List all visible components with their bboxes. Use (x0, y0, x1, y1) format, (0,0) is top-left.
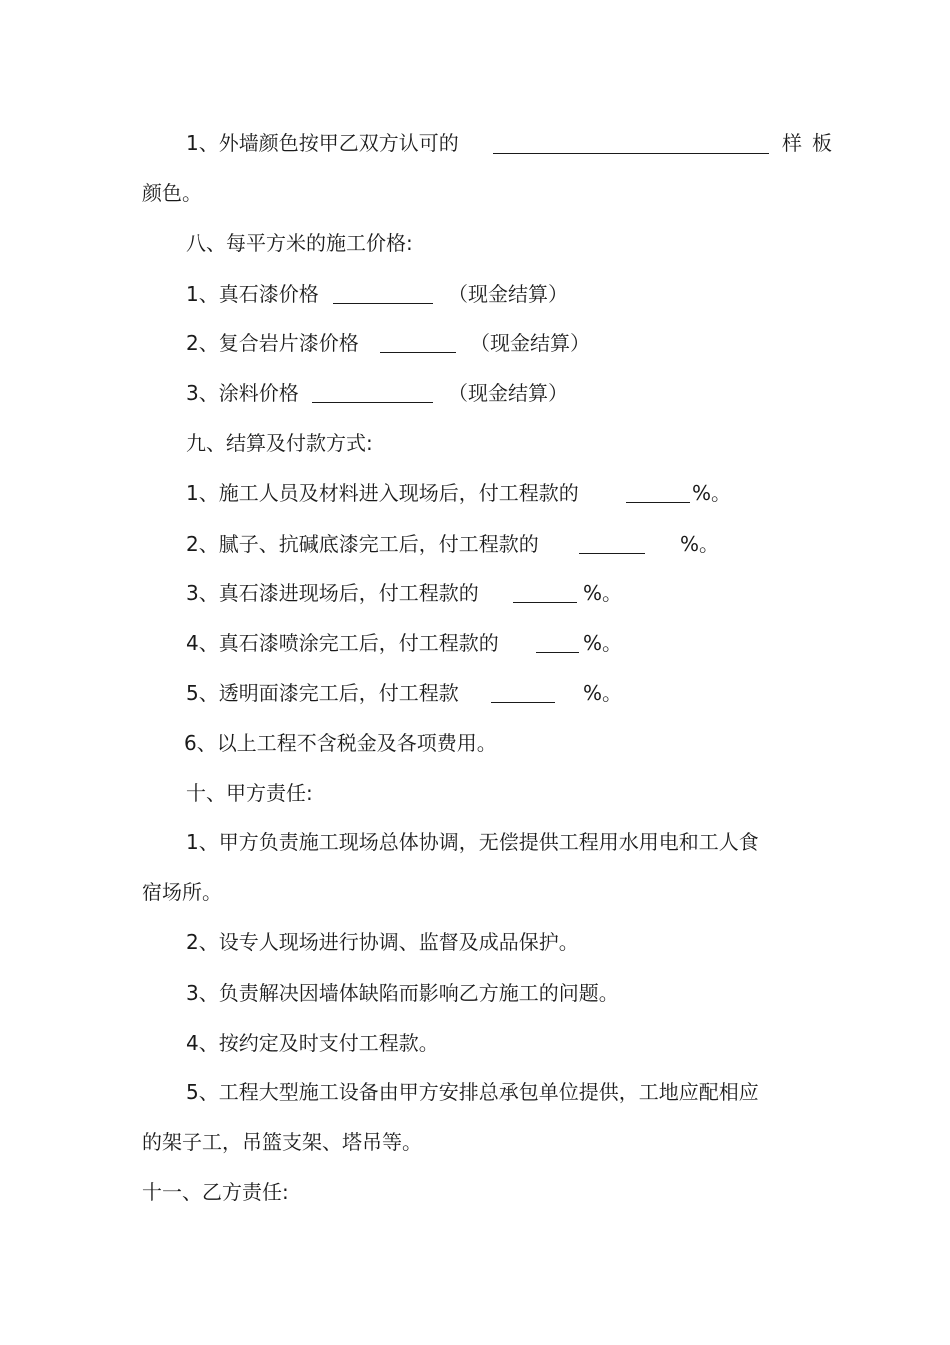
clause-text: 2、设专人现场进行协调、监督及成品保护。 (186, 930, 579, 954)
clause-text: 样 (782, 131, 802, 155)
clause-text: 板 (812, 131, 832, 155)
clause-text: 4、真石漆喷涂完工后，付工程款的 (186, 631, 499, 655)
clause-text: 1、施工人员及材料进入现场后，付工程款的 (186, 481, 579, 505)
clause-text: （现金结算） (448, 282, 568, 306)
percent-blank-field[interactable] (513, 582, 577, 603)
percent-blank-field[interactable] (491, 682, 555, 703)
section-heading: 十、甲方责任: (186, 781, 313, 805)
clause-text: 5、工程大型施工设备由甲方安排总承包单位提供，工地应配相应 (186, 1080, 759, 1104)
clause-text: 颜色。 (142, 181, 202, 205)
clause-text: 3、真石漆进现场后，付工程款的 (186, 581, 479, 605)
clause-text: %。 (680, 532, 720, 556)
section-heading: 十一、乙方责任: (142, 1180, 289, 1204)
clause-text: 1、甲方负责施工现场总体协调，无偿提供工程用水用电和工人食 (186, 830, 759, 854)
clause-text: 1、外墙颜色按甲乙双方认可的 (186, 131, 459, 155)
clause-text: %。 (583, 681, 623, 705)
clause-text: 6、以上工程不含税金及各项费用。 (184, 731, 497, 755)
clause-text: 2、腻子、抗碱底漆完工后，付工程款的 (186, 532, 539, 556)
sample-blank-field[interactable] (493, 133, 769, 154)
clause-text: %。 (583, 631, 623, 655)
clause-text: 的架子工，吊篮支架、塔吊等。 (142, 1130, 422, 1154)
clause-text: %。 (583, 581, 623, 605)
clause-text: （现金结算） (448, 381, 568, 405)
clause-text: %。 (692, 481, 732, 505)
percent-blank-field[interactable] (626, 482, 690, 503)
clause-text: （现金结算） (470, 331, 590, 355)
price-blank-field[interactable] (312, 382, 433, 403)
price-blank-field[interactable] (333, 283, 433, 304)
clause-text: 1、真石漆价格 (186, 282, 319, 306)
clause-text: 3、涂料价格 (186, 381, 299, 405)
percent-blank-field[interactable] (579, 533, 645, 554)
clause-text: 5、透明面漆完工后，付工程款 (186, 681, 459, 705)
price-blank-field[interactable] (380, 332, 456, 353)
percent-blank-field[interactable] (536, 632, 579, 653)
section-heading: 九、结算及付款方式: (186, 431, 373, 455)
clause-text: 3、负责解决因墙体缺陷而影响乙方施工的问题。 (186, 981, 619, 1005)
clause-text: 2、复合岩片漆价格 (186, 331, 359, 355)
section-heading: 八、每平方米的施工价格: (186, 231, 413, 255)
clause-text: 宿场所。 (142, 880, 222, 904)
clause-text: 4、按约定及时支付工程款。 (186, 1031, 439, 1055)
